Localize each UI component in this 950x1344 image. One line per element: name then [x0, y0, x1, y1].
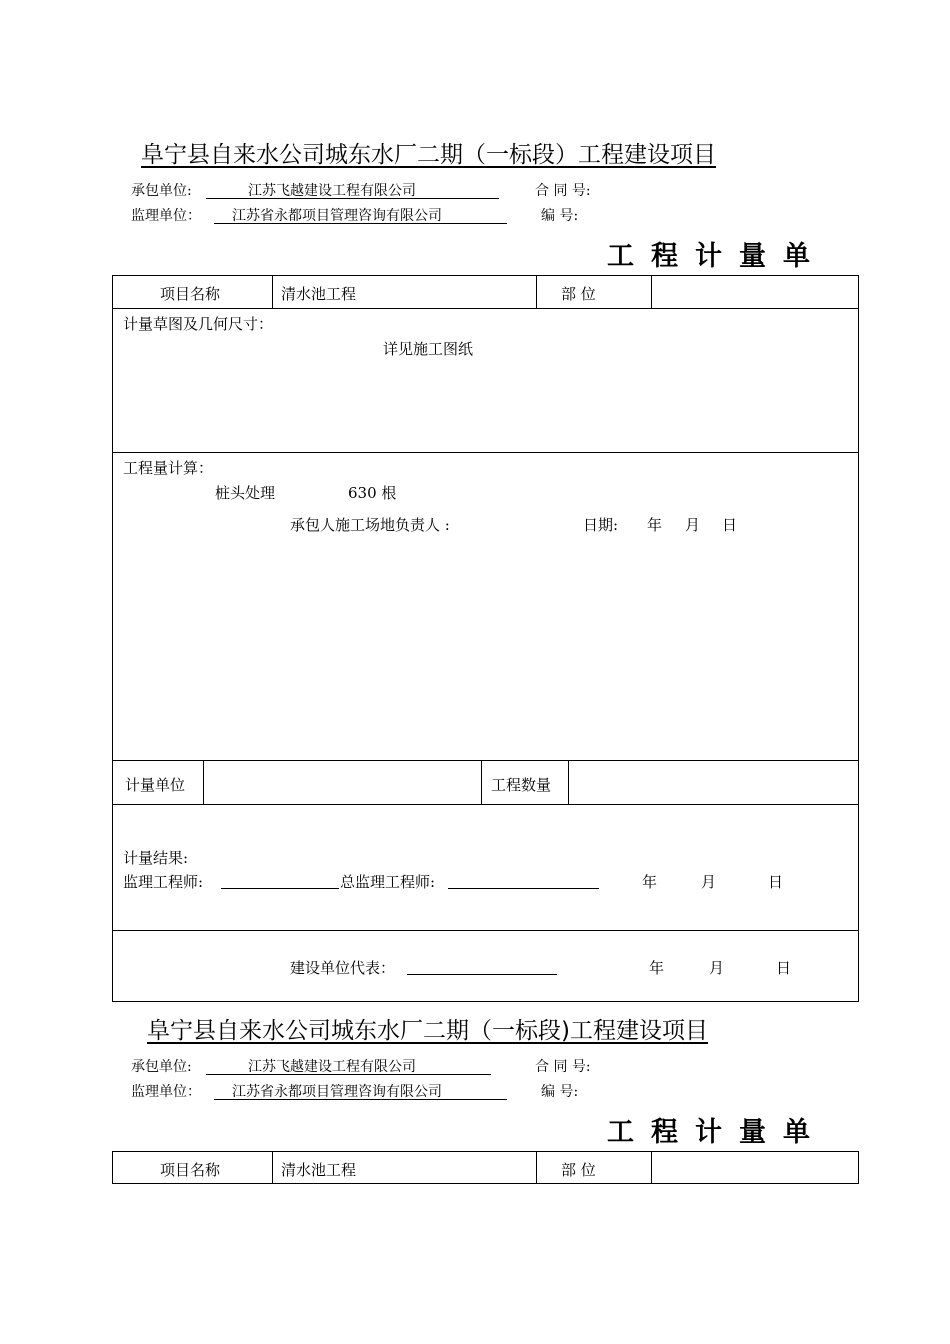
- measurement-table: [112, 275, 859, 1002]
- row-divider: [113, 760, 858, 761]
- contractor-underline: [206, 1074, 491, 1075]
- calc-label: 工程量计算：: [123, 459, 214, 477]
- row-divider: [113, 452, 858, 453]
- site-manager-label: 承包人施工场地负责人 :: [290, 516, 450, 534]
- calc-item: 桩头处理: [215, 484, 276, 502]
- sketch-label: 计量草图及几何尺寸：: [123, 315, 274, 333]
- calc-qty: 630 根: [348, 484, 397, 502]
- col-divider: [272, 1152, 273, 1183]
- col-divider: [651, 1152, 652, 1183]
- measurement-table-2: [112, 1151, 859, 1184]
- col-divider: [536, 276, 537, 308]
- supervisor-label: 监理单位：: [131, 208, 201, 224]
- contractor-value: 江苏飞越建设工程有限公司: [248, 183, 416, 199]
- date-month: 月: [685, 516, 701, 534]
- qty-label: 工程数量: [491, 776, 552, 794]
- sketch-note: 详见施工图纸: [383, 340, 474, 358]
- col-divider: [272, 276, 273, 308]
- owner-year: 年: [649, 959, 665, 977]
- contractor-label: 承包单位:: [131, 183, 192, 199]
- chief-engineer-signature-line: [448, 888, 599, 889]
- form2-title: 阜宁县自来水公司城东水厂二期（一标段)工程建设项目: [147, 1018, 708, 1044]
- supervisor-value: 江苏省永都项目管理咨询有限公司: [232, 208, 442, 224]
- contractor-label: 承包单位:: [131, 1059, 192, 1075]
- supervisor-label: 监理单位：: [131, 1084, 201, 1100]
- project-name-value: 清水池工程: [281, 285, 357, 303]
- serial-no-label: 编 号:: [541, 208, 579, 224]
- contract-no-label: 合 同 号:: [535, 1059, 591, 1075]
- col-divider: [568, 760, 569, 804]
- project-name-label: 项目名称: [160, 1161, 221, 1179]
- result-year: 年: [642, 873, 658, 891]
- project-name-label: 项目名称: [160, 285, 221, 303]
- date-year: 年: [647, 516, 663, 534]
- contract-no-label: 合 同 号:: [535, 183, 591, 199]
- result-month: 月: [701, 873, 717, 891]
- engineer-signature-line: [221, 888, 339, 889]
- project-name-value: 清水池工程: [281, 1161, 357, 1179]
- owner-day: 日: [776, 959, 792, 977]
- col-divider: [203, 760, 204, 804]
- row-divider: [113, 930, 858, 931]
- owner-month: 月: [709, 959, 725, 977]
- chief-engineer-label: 总监理工程师:: [340, 873, 436, 891]
- row-divider: [113, 804, 858, 805]
- col-divider: [651, 276, 652, 308]
- contractor-value: 江苏飞越建设工程有限公司: [248, 1059, 416, 1075]
- position-label: 部 位: [561, 1161, 596, 1179]
- col-divider: [536, 1152, 537, 1183]
- form2-heading: 工程计量单: [607, 1117, 827, 1148]
- contractor-underline: [206, 198, 499, 199]
- row-divider: [113, 308, 858, 309]
- supervisor-underline: [214, 223, 507, 224]
- form1-heading: 工程计量单: [607, 241, 827, 272]
- date-label: 日期:: [583, 516, 619, 534]
- form1-title: 阜宁县自来水公司城东水厂二期（一标段）工程建设项目: [141, 142, 716, 168]
- owner-rep-label: 建设单位代表：: [290, 959, 396, 977]
- position-label: 部 位: [561, 285, 596, 303]
- serial-no-label: 编 号:: [541, 1084, 579, 1100]
- engineer-label: 监理工程师:: [123, 873, 204, 891]
- col-divider: [481, 760, 482, 804]
- date-day: 日: [722, 516, 738, 534]
- unit-label: 计量单位: [125, 776, 186, 794]
- supervisor-underline: [214, 1099, 507, 1100]
- owner-signature-line: [407, 974, 557, 975]
- supervisor-value: 江苏省永都项目管理咨询有限公司: [232, 1084, 442, 1100]
- result-label: 计量结果:: [123, 849, 189, 867]
- result-day: 日: [768, 873, 784, 891]
